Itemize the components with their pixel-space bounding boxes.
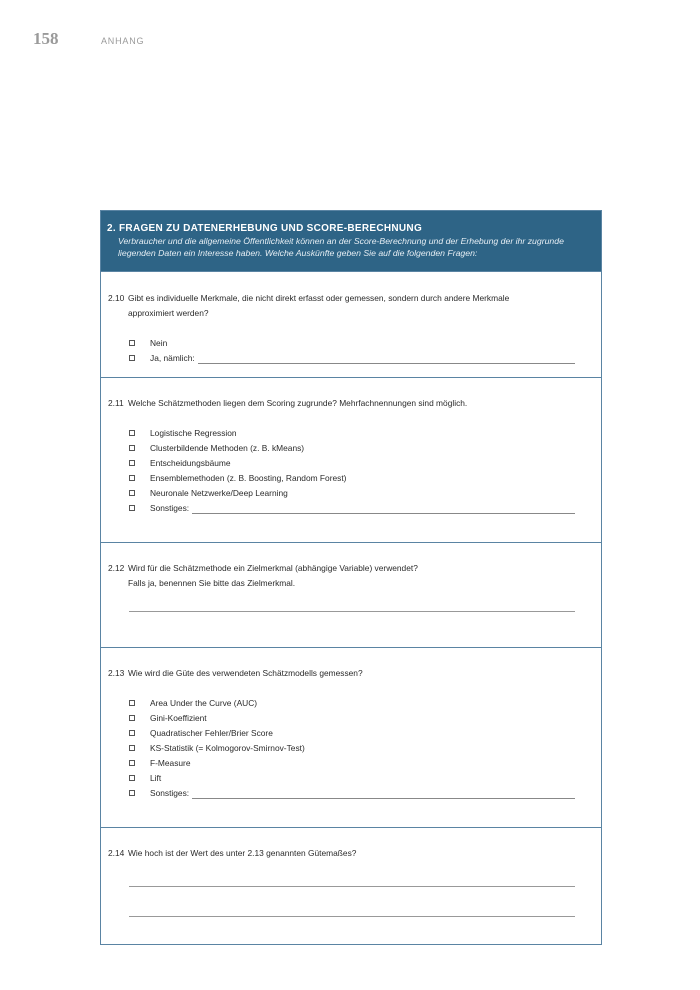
question-line: Falls ja, benennen Sie bitte das Zielmerkmal. (128, 578, 296, 588)
option-label: Ensemblemethoden (z. B. Boosting, Random Forest) (150, 473, 347, 483)
option-label: Quadratischer Fehler/Brier Score (150, 728, 273, 738)
option-row[interactable] (129, 772, 575, 784)
option-row[interactable] (129, 727, 575, 739)
question-number: 2.12 (108, 563, 125, 573)
checkbox[interactable] (129, 460, 135, 466)
question-line: Wie hoch ist der Wert des unter 2.13 genannten Gütemaßes? (128, 848, 357, 858)
option-label: Sonstiges: (150, 788, 190, 798)
question-line: Welche Schätzmethoden liegen dem Scoring zugrunde? Mehrfachnennungen sind möglich. (128, 398, 468, 408)
option-label: Entscheidungsbäume (150, 458, 231, 468)
checkbox[interactable] (129, 340, 135, 346)
option-row[interactable] (129, 487, 575, 499)
checkbox[interactable] (129, 715, 135, 721)
checkbox[interactable] (129, 430, 135, 436)
question-2-11 (101, 377, 601, 542)
question-number: 2.13 (108, 668, 125, 678)
question-line: Gibt es individuelle Merkmale, die nicht direkt erfasst oder gemessen, sondern durch andere Merkmale (128, 293, 510, 303)
checkbox[interactable] (129, 760, 135, 766)
option-label: Ja, nämlich: (150, 353, 195, 363)
question-number: 2.11 (108, 398, 124, 408)
option-label: Neuronale Netzwerke/Deep Learning (150, 488, 288, 498)
option-label: Nein (150, 338, 168, 348)
form-intro-line: liegenden Daten ein Interesse haben. Welche Auskünfte geben Sie auf die folgenden Fragen: (118, 248, 478, 258)
questionnaire-form (100, 210, 602, 945)
answer-line[interactable] (129, 611, 575, 612)
option-row[interactable] (129, 337, 575, 349)
question-text (108, 291, 577, 321)
question-2-13 (101, 647, 601, 827)
form-header (101, 211, 601, 271)
page-number: 158 (33, 29, 59, 48)
option-row[interactable] (129, 352, 575, 364)
question-line: Wie wird die Güte des verwendeten Schätzmodells gemessen? (128, 668, 363, 678)
checkbox[interactable] (129, 355, 135, 361)
option-row[interactable] (129, 442, 575, 454)
option-label: Sonstiges: (150, 503, 190, 513)
checkbox[interactable] (129, 775, 135, 781)
answer-line[interactable] (129, 886, 575, 887)
option-row[interactable] (129, 427, 575, 439)
option-label: Logistische Regression (150, 428, 237, 438)
question-line: approximiert werden? (128, 308, 209, 318)
option-row[interactable] (129, 787, 575, 799)
checkbox[interactable] (129, 475, 135, 481)
question-text (108, 666, 577, 681)
option-row[interactable] (129, 502, 575, 514)
checkbox[interactable] (129, 445, 135, 451)
question-2-14 (101, 827, 601, 946)
question-2-10 (101, 271, 601, 377)
question-number: 2.10 (108, 293, 125, 303)
question-number: 2.14 (108, 848, 125, 858)
answer-line[interactable] (192, 788, 575, 799)
option-label: Area Under the Curve (AUC) (150, 698, 258, 708)
option-row[interactable] (129, 742, 575, 754)
checkbox[interactable] (129, 745, 135, 751)
answer-line[interactable] (129, 916, 575, 917)
form-intro-line: Verbraucher und die allgemeine Öffentlichkeit können an der Score-Berechnung und der Erhebung der ihr zugrunde (118, 236, 564, 246)
answer-line[interactable] (192, 503, 575, 514)
question-2-12 (101, 542, 601, 647)
checkbox[interactable] (129, 505, 135, 511)
option-row[interactable] (129, 457, 575, 469)
option-label: Clusterbildende Methoden (z. B. kMeans) (150, 443, 305, 453)
form-intro (107, 235, 595, 259)
option-row[interactable] (129, 697, 575, 709)
option-label: Gini-Koeffizient (150, 713, 207, 723)
checkbox[interactable] (129, 490, 135, 496)
question-text (108, 561, 577, 591)
option-label: KS-Statistik (= Kolmogorov-Smirnov-Test) (150, 743, 305, 753)
question-line: Wird für die Schätzmethode ein Zielmerkmal (abhängige Variable) verwendet? (128, 563, 418, 573)
option-label: Lift (150, 773, 162, 783)
question-text (108, 846, 577, 861)
checkbox[interactable] (129, 790, 135, 796)
option-row[interactable] (129, 472, 575, 484)
checkbox[interactable] (129, 730, 135, 736)
option-row[interactable] (129, 757, 575, 769)
option-row[interactable] (129, 712, 575, 724)
running-head: ANHANG (101, 36, 145, 46)
form-title: 2. FRAGEN ZU DATENERHEBUNG UND SCORE-BERECHNUNG (107, 223, 423, 234)
checkbox[interactable] (129, 700, 135, 706)
option-label: F-Measure (150, 758, 191, 768)
question-text (108, 396, 577, 411)
answer-line[interactable] (198, 353, 575, 364)
